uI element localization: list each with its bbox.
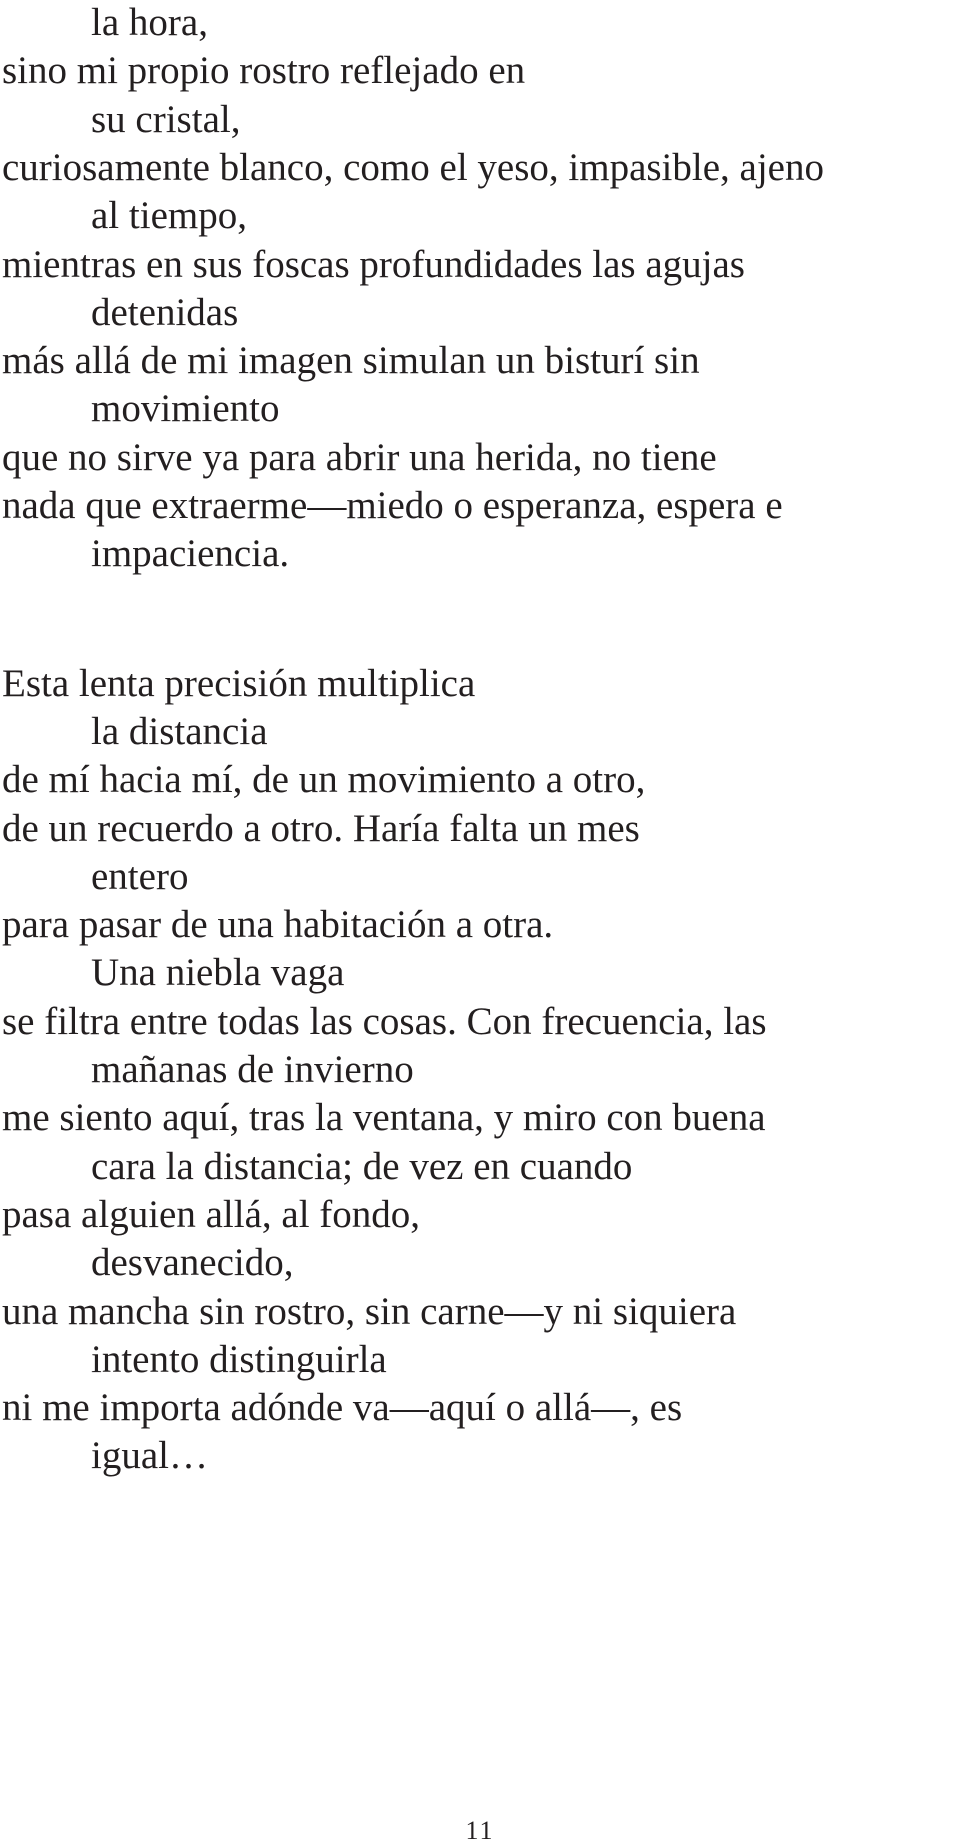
poem-line: movimiento xyxy=(91,387,280,431)
poem-line: impaciencia. xyxy=(91,532,290,576)
poem-line: me siento aquí, tras la ventana, y miro con buena xyxy=(2,1096,766,1140)
poem-line: desvanecido, xyxy=(91,1241,294,1285)
poem-line: sino mi propio rostro reflejado en xyxy=(2,49,526,93)
poem-line: más allá de mi imagen simulan un bisturí sin xyxy=(2,339,700,383)
poem-line: igual… xyxy=(91,1434,208,1478)
poem-line: curiosamente blanco, como el yeso, impasible, ajeno xyxy=(2,145,824,189)
poem-line: para pasar de una habitación a otra. xyxy=(2,903,554,947)
poem-line: la hora, xyxy=(91,1,208,44)
poem-line: Una niebla vaga xyxy=(91,951,345,995)
poem-line: su cristal, xyxy=(91,97,241,141)
poem-line: nada que extraerme—miedo o esperanza, espera e xyxy=(2,484,783,527)
poem-line: de mí hacia mí, de un movimiento a otro, xyxy=(2,758,646,802)
poem-line: la distancia xyxy=(91,709,268,753)
poem-line: intento distinguirla xyxy=(91,1337,387,1381)
poem-line: una mancha sin rostro, sin carne—y ni siquiera xyxy=(2,1289,737,1333)
poem-line: detenidas xyxy=(91,290,239,334)
poem-line: Esta lenta precisión multiplica xyxy=(2,661,476,705)
poem-line: de un recuerdo a otro. Haría falta un mes xyxy=(2,806,640,850)
poem-line: pasa alguien allá, al fondo, xyxy=(2,1192,421,1236)
poem-line: se filtra entre todas las cosas. Con frecuencia, las xyxy=(2,999,767,1043)
poem-line: mañanas de invierno xyxy=(91,1048,414,1091)
poem-line: que no sirve ya para abrir una herida, no tiene xyxy=(2,435,717,479)
poem-line: cara la distancia; de vez en cuando xyxy=(91,1144,633,1188)
poem-line: mientras en sus foscas profundidades las agujas xyxy=(2,242,745,286)
poem-line: al tiempo, xyxy=(91,194,247,238)
poem-line: entero xyxy=(91,854,189,898)
poem-line: ni me importa adónde va—aquí o allá—, es xyxy=(2,1386,683,1430)
page-number: 11 xyxy=(465,1816,495,1845)
